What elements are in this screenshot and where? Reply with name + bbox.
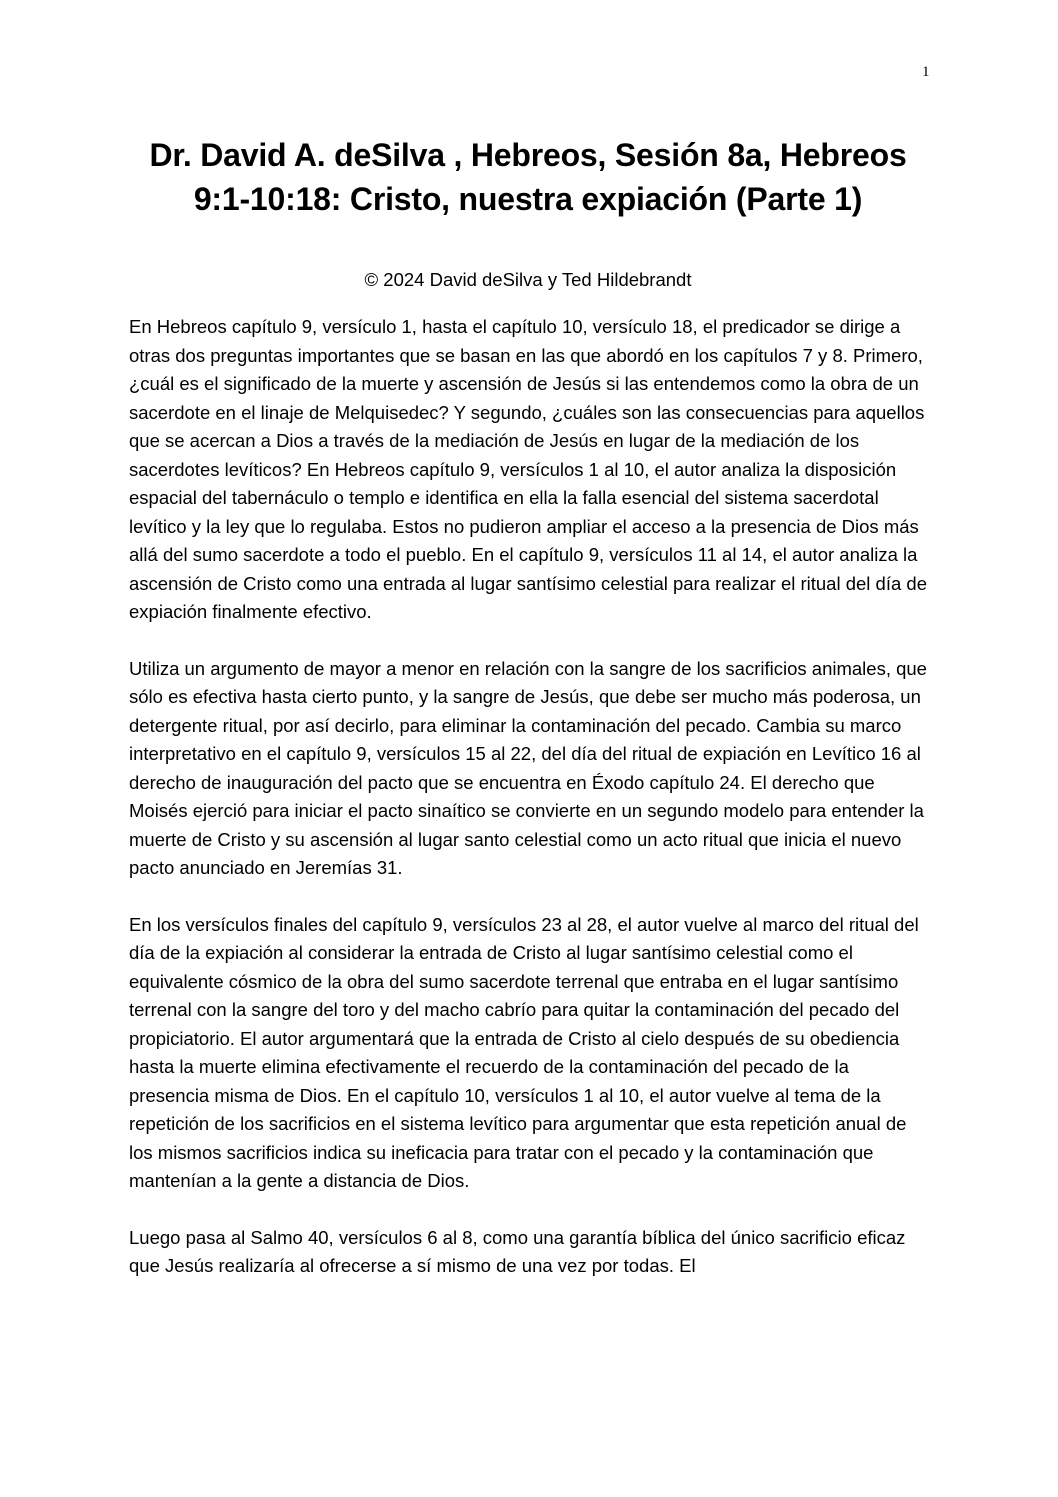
paragraph: Utiliza un argumento de mayor a menor en relación con la sangre de los sacrificios animales, que sólo es efectiva hasta cierto punto, y la sangre de Jesús, que debe ser mucho más poderosa, un detergente ritual, por así decirlo, para eliminar la contaminación del pecado. Cambia su marco interpretativo en el capítulo 9, versículos 15 al 22, del día del ritual de expiación en Levítico 16 al derecho de inauguración del pacto que se encuentra en Éxodo capítulo 24. El derecho que Moisés ejerció para iniciar el pacto sinaítico se convierte en un segundo modelo para entender la muerte de Cristo y su ascensión al lugar santo celestial como un acto ritual que inicia el nuevo pacto anunciado en Jeremías 31. [129,657,927,878]
paragraph: En los versículos finales del capítulo 9, versículos 23 al 28, el autor vuelve al marco del ritual del día de la expiación al considerar la entrada de Cristo al lugar santísimo celestial como el equivalente cósmico de la obra del sumo sacerdote terrenal que entraba en el lugar santísimo terrenal con la sangre del toro y del macho cabrío para quitar la contaminación del pecado del propiciatorio. El autor argumentará que la entrada de Cristo al cielo después de su obediencia hasta la muerte elimina efectivamente el recuerdo de la contaminación del pecado de la presencia misma de Dios. En el capítulo 10, versículos 1 al 10, el autor vuelve al tema de la repetición de los sacrificios en el sistema levítico para argumentar que esta repetición anual de los mismos sacrificios indica su ineficacia para tratar con el pecado y la contaminación que mantenían a la gente a distancia de Dios. [129,913,919,1191]
body-text [129,313,929,1309]
paragraph: Luego pasa al Salmo 40, versículos 6 al 8, como una garantía bíblica del único sacrificio eficaz que Jesús realizaría al ofrecerse a sí mismo de una vez por todas. El [129,1226,906,1276]
document-title: Dr. David A. deSilva , Hebreos, Sesión 8a, Hebreos 9:1-10:18: Cristo, nuestra expiación (Parte 1) [149,137,907,217]
copyright-line: © 2024 David deSilva y Ted Hildebrandt [364,269,692,290]
paragraph: En Hebreos capítulo 9, versículo 1, hasta el capítulo 10, versículo 18, el predicador se dirige a otras dos preguntas importantes que se basan en las que abordó en los capítulos 7 y 8. Primero, ¿cuál es el significado de la muerte y ascensión de Jesús si las entendemos como la obra de un sacerdote en el linaje de Melquisedec? Y segundo, ¿cuáles son las consecuencias para aquellos que se acercan a Dios a través de la mediación de Jesús en lugar de la mediación de los sacerdotes levíticos? En Hebreos capítulo 9, versículos 1 al 10, el autor analiza la disposición espacial del tabernáculo o templo e identifica en ella la falla esencial del sistema sacerdotal levítico y la ley que lo regulaba. Estos no pudieron ampliar el acceso a la presencia de Dios más allá del sumo sacerdote a todo el pueblo. En el capítulo 9, versículos 11 al 14, el autor analiza la ascensión de Cristo como una entrada al lugar santísimo celestial para realizar el ritual del día de expiación finalmente efectivo. [129,316,927,622]
page-number: 1 [922,64,930,80]
